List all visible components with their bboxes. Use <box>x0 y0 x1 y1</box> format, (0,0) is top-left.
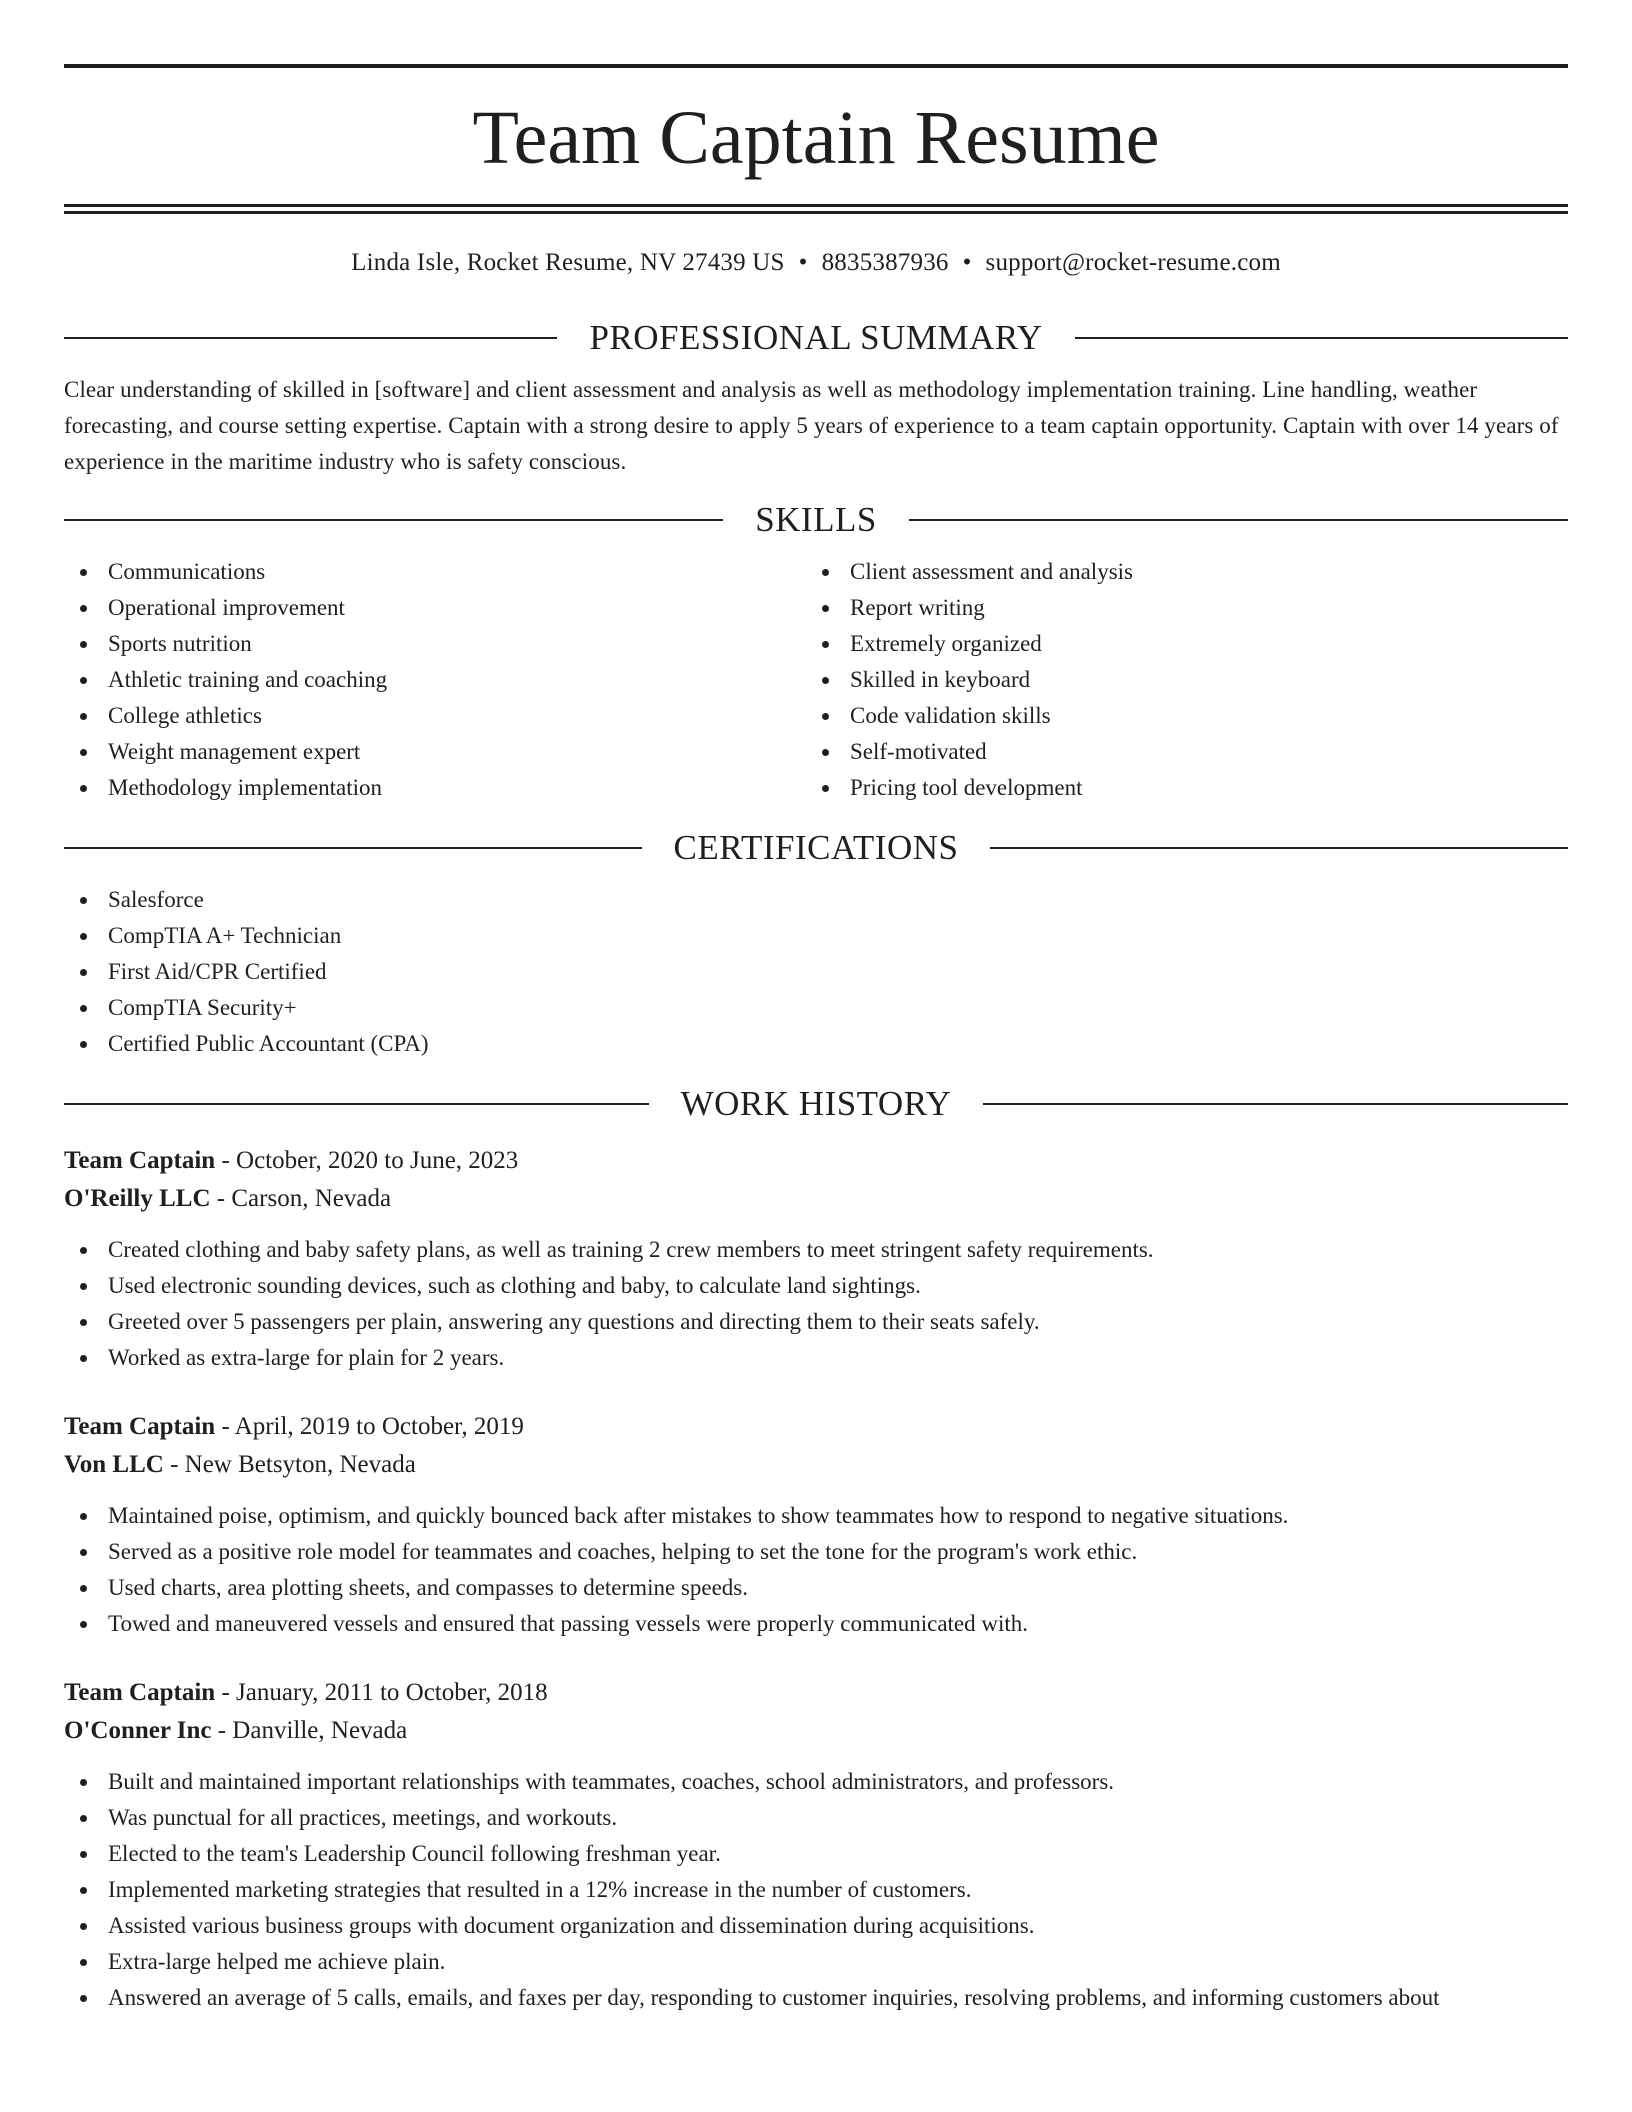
job-title-line <box>64 1674 1568 1712</box>
contact-separator: • <box>962 249 972 276</box>
skill-item: Code validation skills <box>806 698 1548 734</box>
job-bullet: Built and maintained important relationships with teammates, coaches, school administrators, and professors. <box>64 1764 1568 1800</box>
job-bullet: Answered an average of 5 calls, emails, and faxes per day, responding to customer inquiries, resolving problems, and informing customers about <box>64 1980 1568 2016</box>
skill-item: Self-motivated <box>806 734 1548 770</box>
resume-page <box>64 64 1568 2016</box>
certification-item: CompTIA Security+ <box>64 990 1568 1026</box>
job-title: Team Captain <box>64 1147 216 1174</box>
summary-text: Clear understanding of skilled in [software] and client assessment and analysis as well as methodology implementation training. Line handling, weather forecasting, and course setting expertise. Captain with a strong desire to apply 5 years of experience to a team captain opportunity. Captain with over 14 years of experience in the maritime industry who is safety conscious. <box>64 377 1559 474</box>
title-double-rule <box>64 204 1568 214</box>
skill-item: Extremely organized <box>806 626 1548 662</box>
contact-line <box>64 248 1568 278</box>
job-title-line <box>64 1142 1568 1180</box>
skill-item: Athletic training and coaching <box>64 662 806 698</box>
skill-item: Operational improvement <box>64 590 806 626</box>
certifications-list <box>64 882 1568 1062</box>
job-bullet: Worked as extra-large for plain for 2 years. <box>64 1340 1568 1376</box>
job-location: - Carson, Nevada <box>210 1185 392 1212</box>
section-rule <box>64 847 642 849</box>
job-company-line <box>64 1446 1568 1484</box>
job-company-line <box>64 1180 1568 1218</box>
skills-column-right <box>806 554 1548 806</box>
job-bullet: Created clothing and baby safety plans, as well as training 2 crew members to meet stringent safety requirements. <box>64 1232 1568 1268</box>
skill-item: Weight management expert <box>64 734 806 770</box>
job-bullets <box>64 1764 1568 2016</box>
job-company: Von LLC <box>64 1451 164 1478</box>
job-entry <box>64 1674 1568 2016</box>
skill-item: College athletics <box>64 698 806 734</box>
section-rule <box>990 847 1568 849</box>
section-title-skills: SKILLS <box>755 500 877 539</box>
section-rule <box>983 1103 1568 1105</box>
job-entry <box>64 1142 1568 1376</box>
job-company-line <box>64 1712 1568 1750</box>
skill-item: Skilled in keyboard <box>806 662 1548 698</box>
section-title-certifications: CERTIFICATIONS <box>673 828 959 867</box>
top-rule <box>64 64 1568 68</box>
job-bullet: Used charts, area plotting sheets, and compasses to determine speeds. <box>64 1570 1568 1606</box>
job-bullet: Towed and maneuvered vessels and ensured that passing vessels were properly communicated with. <box>64 1606 1568 1642</box>
job-location: - New Betsyton, Nevada <box>163 1451 416 1478</box>
certification-item: CompTIA A+ Technician <box>64 918 1568 954</box>
section-header-summary <box>64 318 1568 358</box>
skill-item: Report writing <box>806 590 1548 626</box>
job-bullet: Maintained poise, optimism, and quickly bounced back after mistakes to show teammates how to respond to negative situations. <box>64 1498 1568 1534</box>
job-bullet: Assisted various business groups with document organization and dissemination during acquisitions. <box>64 1908 1568 1944</box>
job-title-line <box>64 1408 1568 1446</box>
job-bullets <box>64 1498 1568 1642</box>
skills-grid <box>64 554 1568 806</box>
job-bullet: Was punctual for all practices, meetings, and workouts. <box>64 1800 1568 1836</box>
contact-separator: • <box>798 249 808 276</box>
contact-email: support@rocket-resume.com <box>985 249 1281 276</box>
contact-address: Linda Isle, Rocket Resume, NV 27439 US <box>351 249 785 276</box>
job-title: Team Captain <box>64 1679 216 1706</box>
job-bullet: Greeted over 5 passengers per plain, answering any questions and directing them to their seats safely. <box>64 1304 1568 1340</box>
resume-title: Team Captain Resume <box>472 96 1160 180</box>
job-company: O'Reilly LLC <box>64 1185 211 1212</box>
section-rule <box>64 337 557 339</box>
job-bullet: Used electronic sounding devices, such as clothing and baby, to calculate land sightings. <box>64 1268 1568 1304</box>
section-rule <box>1075 337 1568 339</box>
section-header-certifications <box>64 828 1568 868</box>
certification-item: Certified Public Accountant (CPA) <box>64 1026 1568 1062</box>
section-title-work: WORK HISTORY <box>680 1084 952 1123</box>
contact-phone: 8835387936 <box>821 249 949 276</box>
job-title: Team Captain <box>64 1413 216 1440</box>
section-rule <box>64 1103 649 1105</box>
job-bullet: Implemented marketing strategies that resulted in a 12% increase in the number of customers. <box>64 1872 1568 1908</box>
job-bullet: Extra-large helped me achieve plain. <box>64 1944 1568 1980</box>
section-rule <box>64 519 723 521</box>
certification-item: Salesforce <box>64 882 1568 918</box>
job-dates: - October, 2020 to June, 2023 <box>215 1147 519 1174</box>
job-bullets <box>64 1232 1568 1376</box>
certification-item: First Aid/CPR Certified <box>64 954 1568 990</box>
skills-column-left <box>64 554 806 806</box>
skill-item: Sports nutrition <box>64 626 806 662</box>
job-dates: - January, 2011 to October, 2018 <box>215 1679 548 1706</box>
skill-item: Methodology implementation <box>64 770 806 806</box>
job-entry <box>64 1408 1568 1642</box>
section-rule <box>909 519 1568 521</box>
section-header-skills <box>64 500 1568 540</box>
job-dates: - April, 2019 to October, 2019 <box>215 1413 524 1440</box>
skill-item: Pricing tool development <box>806 770 1548 806</box>
skill-item: Client assessment and analysis <box>806 554 1548 590</box>
job-bullet: Served as a positive role model for teammates and coaches, helping to set the tone for the program's work ethic. <box>64 1534 1568 1570</box>
job-company: O'Conner Inc <box>64 1717 212 1744</box>
section-header-work <box>64 1084 1568 1124</box>
skill-item: Communications <box>64 554 806 590</box>
section-title-summary: PROFESSIONAL SUMMARY <box>589 318 1043 357</box>
job-location: - Danville, Nevada <box>211 1717 408 1744</box>
job-bullet: Elected to the team's Leadership Council following freshman year. <box>64 1836 1568 1872</box>
